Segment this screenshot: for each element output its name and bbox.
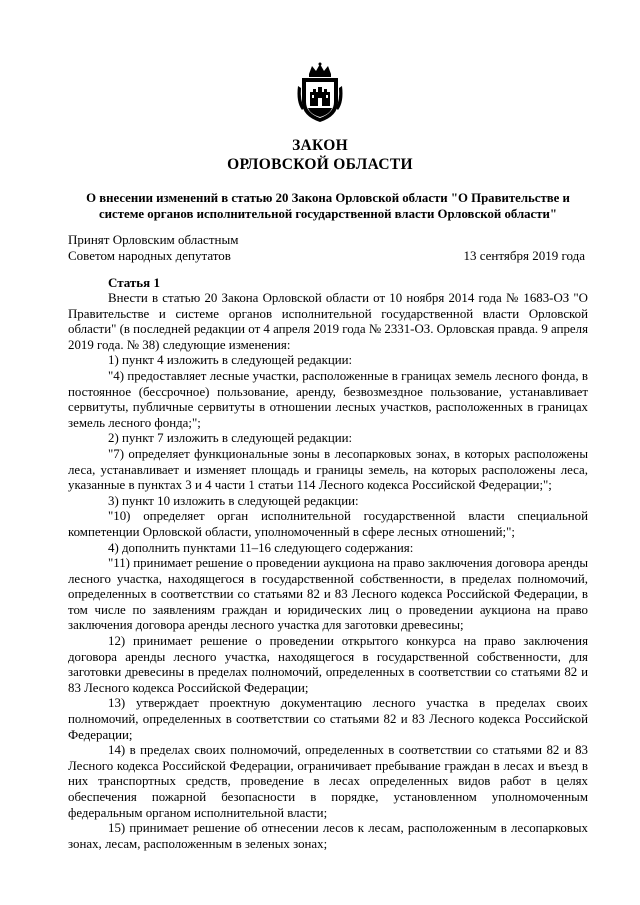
paragraph: 1) пункт 4 изложить в следующей редакции: — [108, 353, 353, 368]
coat-of-arms-icon — [296, 62, 344, 124]
paragraph: 14) в пределах своих полномочий, определенных в соответствии со статьями 82 и 83 Лесного кодекса Российской Федерации, ограничивает пребывание граждан в лесах и въезд в них транспортных средств, проведение в лесах определенных видов работ в целях обеспечения пожарной безопасности в порядке, установленном уполномоченным федеральным органом исполнительной власти; — [68, 743, 588, 820]
paragraph: 13) утверждает проектную документацию лесного участка в пределах своих полномочий, определенных в соответствии со статьями 82 и 83 Лесного кодекса Российской Федерации; — [68, 696, 588, 742]
paragraph: 4) дополнить пунктами 11–16 следующего содержания: — [108, 540, 414, 555]
region-title: ОРЛОВСКОЙ ОБЛАСТИ — [227, 156, 413, 173]
paragraph: 12) принимает решение о проведении открытого конкурса на право заключения договора аренды лесного участка, находящегося в государственной собственности, для заготовки древесины в пределах полномочий, определенных в соответствии со статьями 82 и 83 Лесного кодекса Российской Федерации; — [68, 634, 588, 695]
paragraph: 3) пункт 10 изложить в следующей редакции: — [108, 493, 359, 508]
paragraph: "4) предоставляет лесные участки, расположенные в границах земель лесного фонда, в постоянное (бессрочное) пользование, аренду, безвозмездное пользование, устанавливает сервитуты, публичные сервитуты в отношении лесных участков, расположенных в границах земель лесного фонда;"; — [68, 368, 588, 430]
paragraph: 2) пункт 7 изложить в следующей редакции: — [108, 431, 353, 446]
paragraph: "11) принимает решение о проведении аукциона на право заключения договора аренды лесного участка, находящегося в государственной собственности, в пределах полномочий, определенных в соответствии со статьями 82 и 83 Лесного кодекса Российской Федерации, в том числе по заявлениям граждан и юридических лиц о проведении аукциона на право заключения договора аренды лесного участка для заготовки древесины; — [68, 556, 588, 633]
adoption-date: 13 сентября 2019 года — [463, 248, 585, 263]
adoption-line-1: Принят Орловским областным — [68, 232, 239, 247]
paragraph: "7) определяет функциональные зоны в лесопарковых зонах, в которых расположены леса, устанавливает и изменяет площадь и границы земель, на которых расположены леса, указанные в пунктах 3 и 4 части 1 статьи 114 Лесного кодекса Российской Федерации;"; — [68, 446, 588, 493]
article-title: Статья 1 — [108, 275, 160, 290]
paragraph: Внести в статью 20 Закона Орловской области от 10 ноября 2014 года № 1683-ОЗ "О Правительстве и системе органов исполнительной государственной власти Орловской области" (в последней редакции от 4 апреля 2019 года № 2331-ОЗ. Орловская правда. 9 апреля 2019 года. № 38) следующие изменения: — [68, 291, 588, 352]
adoption-info — [68, 232, 368, 264]
law-subtitle: О внесении изменений в статью 20 Закона Орловской области "О Правительстве и системе органов исполнительной государственной власти Орловской области" — [86, 191, 570, 221]
paragraph: "10) определяет орган исполнительной государственной власти специальной компетенции Орловской области, уполномоченный в сфере лесных отношений;"; — [68, 509, 588, 539]
article-body — [68, 291, 588, 852]
paragraph: 15) принимает решение об отнесении лесов к лесам, расположенным в лесопарковых зонах, лесам, расположенным в зеленых зонах; — [68, 821, 588, 851]
law-title: ЗАКОН — [292, 137, 348, 154]
adoption-line-2: Советом народных депутатов — [68, 248, 231, 263]
